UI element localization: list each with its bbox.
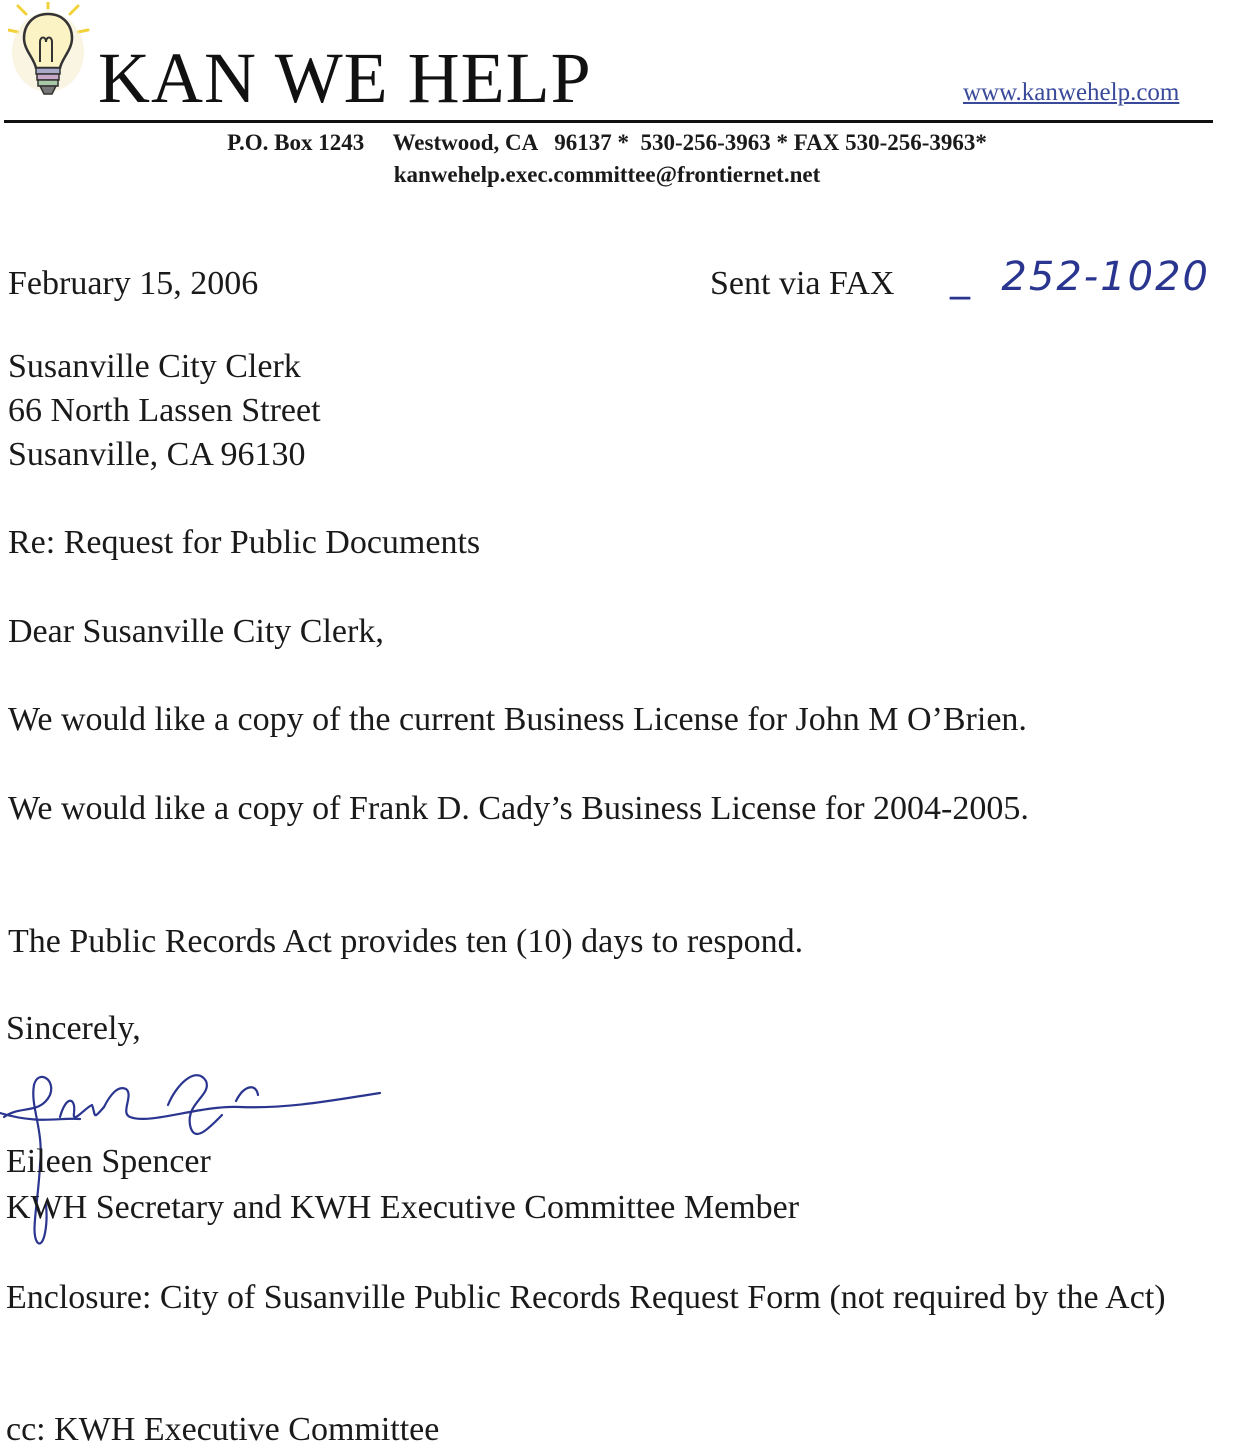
recipient-name: Susanville City Clerk xyxy=(8,348,301,385)
address-line: P.O. Box 1243 Westwood, CA 96137 * 530-256-3963 * FAX 530-256-3963* xyxy=(227,130,987,155)
org-name: KAN WE HELP xyxy=(98,38,592,118)
email-line: kanwehelp.exec.committee@frontiernet.net xyxy=(393,162,821,187)
lightbulb-icon xyxy=(8,2,90,106)
signer-title: KWH Secretary and KWH Executive Committee Member xyxy=(6,1189,800,1226)
paragraph: We would like a copy of the current Business License for John M O’Brien. xyxy=(8,701,1027,738)
cc-line: cc: KWH Executive Committee xyxy=(6,1411,440,1448)
letter-date: February 15, 2006 xyxy=(8,265,259,302)
closing: Sincerely, xyxy=(6,1010,141,1047)
recipient-city: Susanville, CA 96130 xyxy=(8,436,306,473)
sent-via-label: Sent via FAX xyxy=(710,265,895,302)
enclosure-note: Enclosure: City of Susanville Public Records Request Form (not required by the Act) xyxy=(6,1279,1166,1316)
signer-name: Eileen Spencer xyxy=(6,1143,211,1180)
salutation: Dear Susanville City Clerk, xyxy=(8,613,384,650)
header-divider xyxy=(4,120,1213,123)
paragraph: We would like a copy of Frank D. Cady’s Business License for 2004-2005. xyxy=(8,790,1029,827)
subject-line: Re: Request for Public Documents xyxy=(8,524,481,561)
recipient-street: 66 North Lassen Street xyxy=(8,392,321,429)
handwritten-fax-number: _ 252-1020 xyxy=(950,254,1211,300)
paragraph: The Public Records Act provides ten (10) days to respond. xyxy=(8,923,804,960)
website-link[interactable]: www.kanwehelp.com xyxy=(963,79,1180,106)
